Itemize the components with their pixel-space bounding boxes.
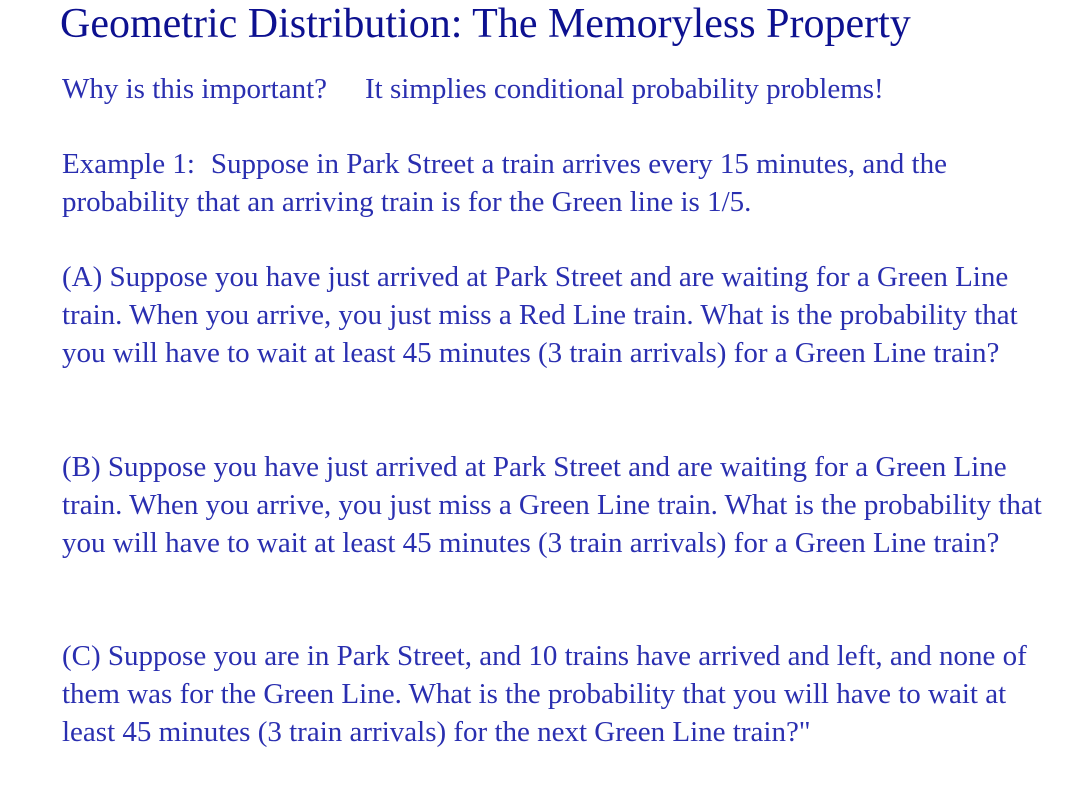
- question-part-b: (B) Suppose you have just arrived at Park Street and are waiting for a Green Line train. When you arrive, you just miss a Green Line train. What is the probability that you will have to wait at least 45 minutes (3 train arrivals) for a Green Line train?: [62, 451, 1042, 559]
- example-label: Example 1:: [62, 148, 195, 180]
- question-part-a: (A) Suppose you have just arrived at Park Street and are waiting for a Green Line train. When you arrive, you just miss a Red Line train. What is the probability that you will have to wait at least 45 minutes (3 train arrivals) for a Green Line train?: [62, 261, 1018, 369]
- example-1: [62, 145, 1062, 221]
- question-part-c: (C) Suppose you are in Park Street, and 10 trains have arrived and left, and none of them was for the Green Line. What is the probability that you will have to wait at least 45 minutes (3 train arrivals) for the next Green Line train?": [62, 640, 1027, 748]
- slide-title: Geometric Distribution: The Memoryless Property: [60, 1, 911, 47]
- example-text: Suppose in Park Street a train arrives every 15 minutes, and the probability that an arriving train is for the Green line is 1/5.: [62, 148, 947, 218]
- why-important-line: [62, 70, 884, 108]
- why-question: Why is this important?: [62, 73, 327, 105]
- why-answer: It simplies conditional probability problems!: [365, 73, 884, 105]
